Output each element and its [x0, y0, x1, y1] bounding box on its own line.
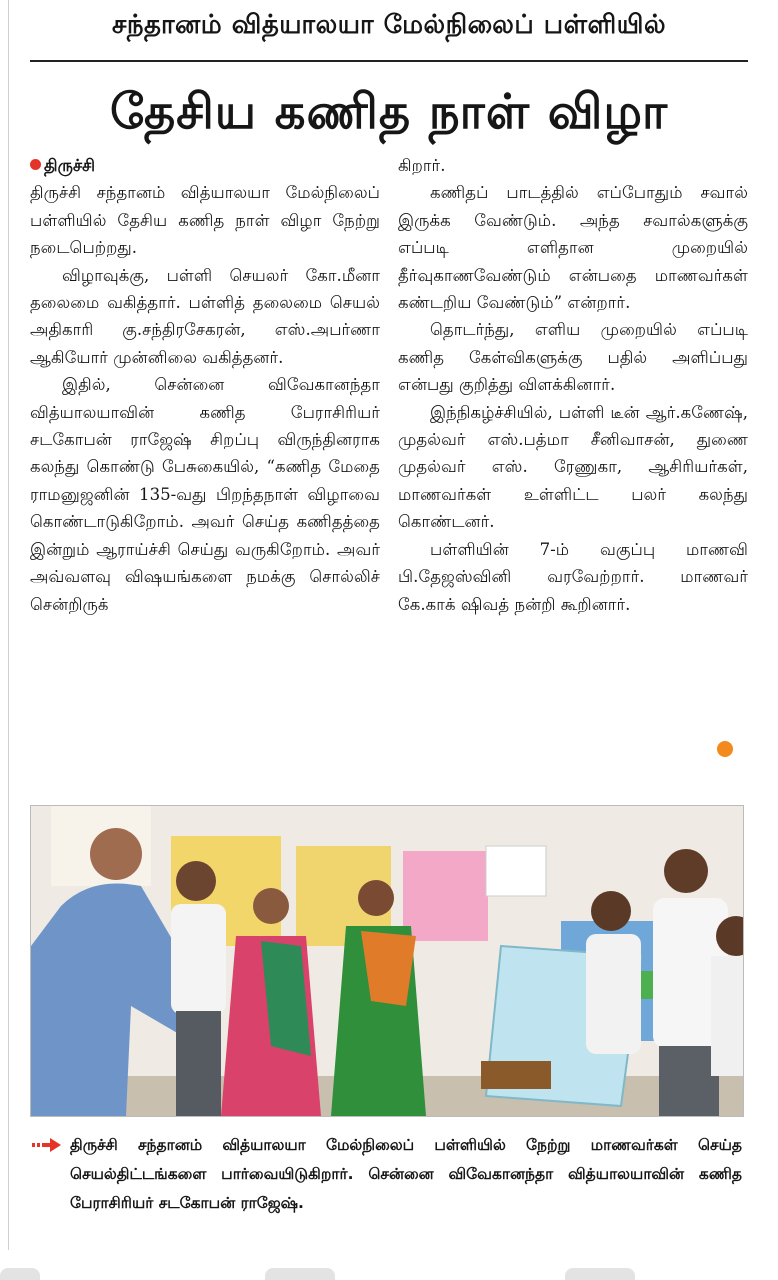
red-arrow-icon — [32, 1137, 62, 1153]
page-tab — [565, 1268, 635, 1280]
paragraph: இதில், சென்னை விவேகானந்தா வித்யாலயாவின் கணித பேராசிரியர் சடகோபன் ராஜேஷ் சிறப்பு விருந்தினராக கலந்து கொண்டு பேசுகையில், “கணித மேதை ராமனுஜனின் 135-வது பிறந்தநாள் விழாவை கொண்டாடுகிறோம். அவர் செய்த கணிதத்தை இன்றும் ஆராய்ச்சி செய்து வருகிறோம். அவர் அவ்வளவு விஷயங்களை நமக்கு சொல்லிச் சென்றிருக் — [30, 375, 380, 614]
paragraph: கிறார். — [398, 156, 446, 175]
dateline-text: திருச்சி — [44, 156, 96, 175]
orange-dot-icon — [717, 741, 733, 757]
paragraph: விழாவுக்கு, பள்ளி செயலர் கோ.மீனா தலைமை வகித்தார். பள்ளித் தலைமை செயல் அதிகாரி கு.சந்திரசேகரன், எஸ்.அபர்ணா ஆகியோர் முன்னிலை வகித்தனர். — [30, 265, 380, 367]
article-column-right — [398, 152, 748, 618]
headline: தேசிய கணித நாள் விழா — [109, 84, 669, 140]
paragraph: தொடர்ந்து, எளிய முறையில் எப்படி கணித கேள்விகளுக்கு பதில் அளிப்பது என்பது குறித்து விளக்கினார். — [398, 320, 748, 395]
photo-caption: திருச்சி சந்தானம் வித்யாலயா மேல்நிலைப் பள்ளியில் நேற்று மாணவர்கள் செய்த செயல்திட்டங்களை பார்வையிடுகிறார். சென்னை விவேகானந்தா வித்யாலயாவின் கணித பேராசிரியர் சடகோபன் ராஜேஷ். — [70, 1136, 742, 1212]
paragraph: கணிதப் பாடத்தில் எப்போதும் சவால் இருக்க வேண்டும். அந்த சவால்களுக்கு எப்படி எளிதான முறையில் தீர்வுகாணவேண்டும் என்பதை மாணவர்கள் கண்டறிய வேண்டும்” என்றார். — [398, 183, 748, 313]
page-tab — [0, 1268, 40, 1280]
paragraph: பள்ளியின் 7-ம் வகுப்பு மாணவி பி.தேஜஸ்வினி வரவேற்றார். மாணவர் கே.காக் ஷிவத் நன்றி கூறினார். — [398, 539, 748, 614]
red-dot-icon — [30, 159, 41, 170]
page-tab — [265, 1268, 335, 1280]
dateline — [30, 152, 380, 179]
kicker-rule — [30, 60, 748, 62]
paragraph: இந்நிகழ்ச்சியில், பள்ளி டீன் ஆர்.கணேஷ், முதல்வர் எஸ்.பத்மா சீனிவாசன், துணை முதல்வர் எஸ். ரேணுகா, ஆசிரியர்கள், மாணவர்கள் உள்ளிட்ட பலர் கலந்து கொண்டனர். — [398, 402, 748, 532]
event-photo — [30, 805, 744, 1117]
article-column-left — [30, 152, 380, 618]
paragraph: திருச்சி சந்தானம் வித்யாலயா மேல்நிலைப் பள்ளியில் தேசிய கணித நாள் விழா நேற்று நடைபெற்றது. — [30, 183, 380, 258]
kicker: சந்தானம் வித்யாலயா மேல்நிலைப் பள்ளியில் — [111, 10, 667, 40]
page-edge — [8, 0, 9, 1250]
